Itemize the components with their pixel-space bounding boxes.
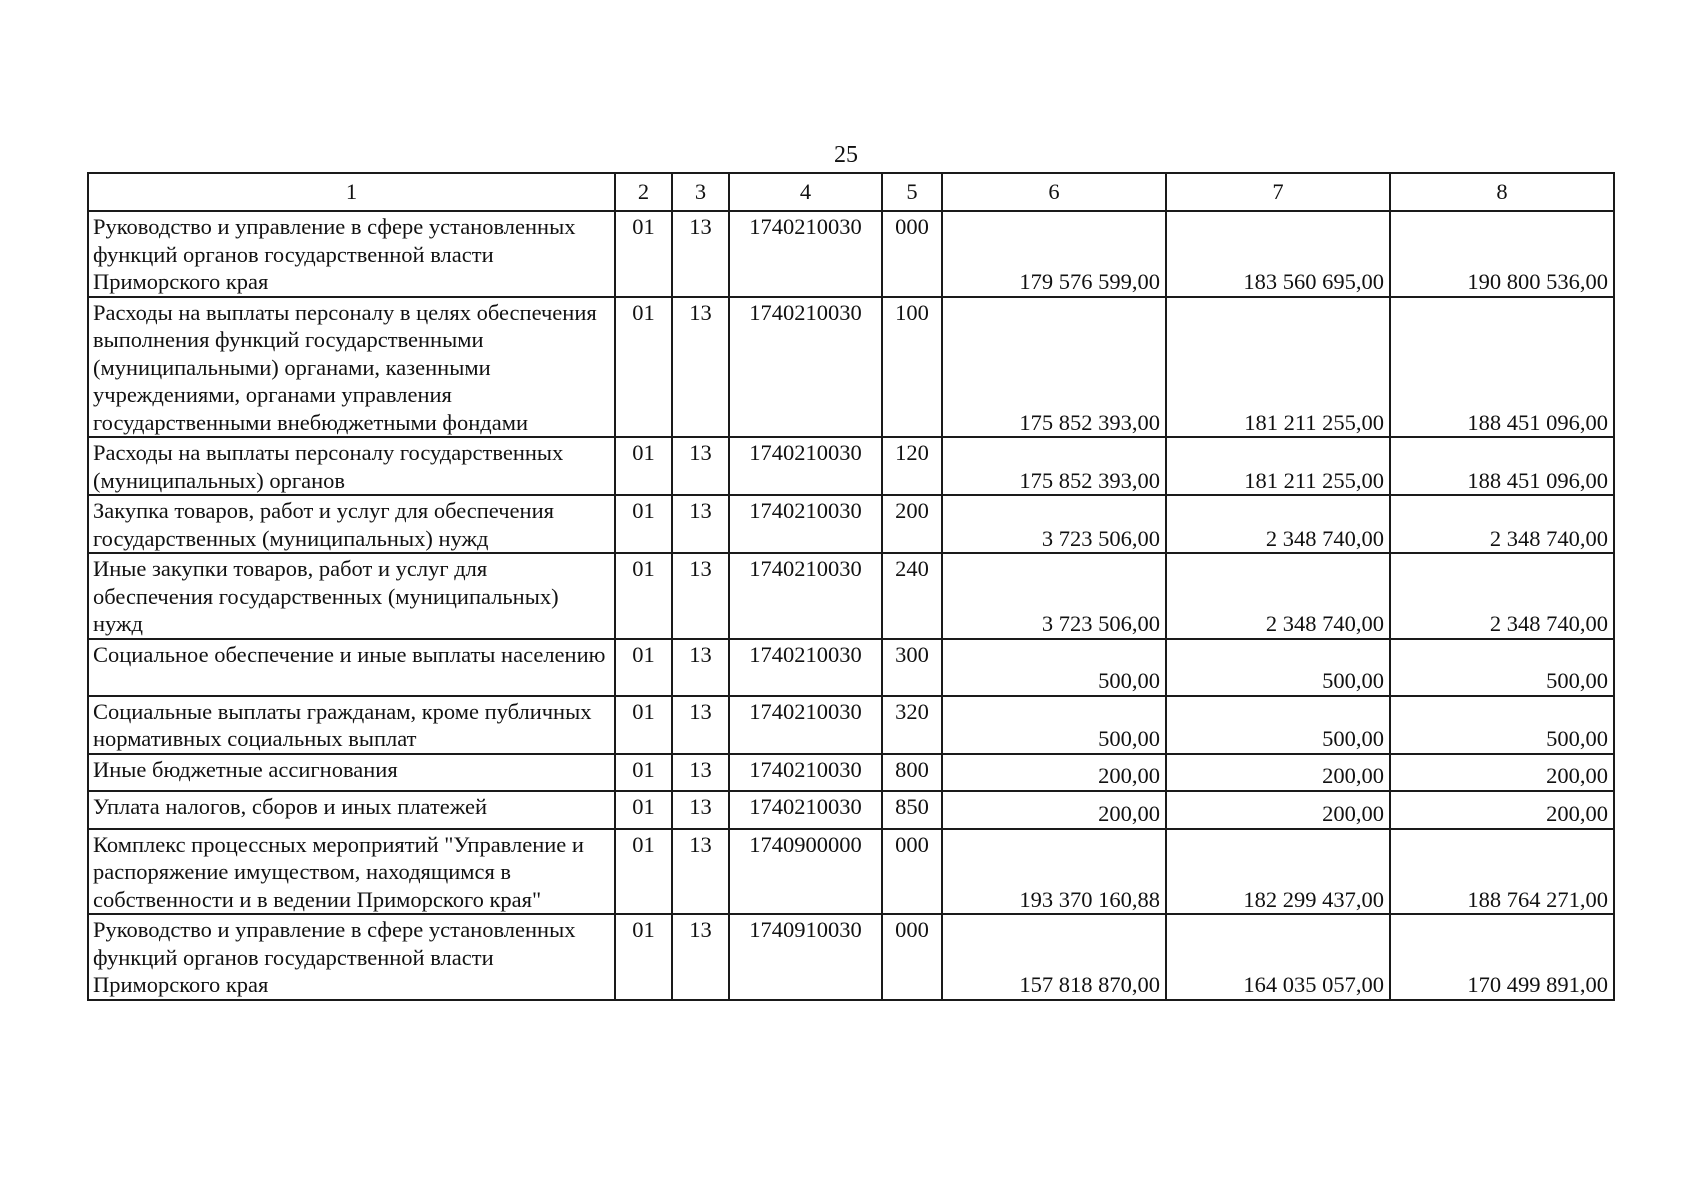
expense-name: Уплата налогов, сборов и иных платежей bbox=[88, 791, 615, 829]
expense-name: Комплекс процессных мероприятий "Управление и распоряжение имуществом, находящимся в собственности и в ведении Приморского края" bbox=[88, 829, 615, 915]
column-header-2: 2 bbox=[615, 173, 672, 211]
subsection-code: 13 bbox=[672, 791, 729, 829]
table-row bbox=[88, 696, 1614, 754]
section-code: 01 bbox=[615, 791, 672, 829]
target-article-code: 1740210030 bbox=[729, 297, 882, 438]
amount-col-7: 181 211 255,00 bbox=[1166, 437, 1390, 495]
amount-col-7: 183 560 695,00 bbox=[1166, 211, 1390, 297]
amount-col-6: 200,00 bbox=[942, 791, 1166, 829]
amount-col-6: 179 576 599,00 bbox=[942, 211, 1166, 297]
amount-col-8: 188 451 096,00 bbox=[1390, 437, 1614, 495]
target-article-code: 1740900000 bbox=[729, 829, 882, 915]
target-article-code: 1740210030 bbox=[729, 791, 882, 829]
column-header-3: 3 bbox=[672, 173, 729, 211]
target-article-code: 1740210030 bbox=[729, 495, 882, 553]
table-row bbox=[88, 914, 1614, 1000]
section-code: 01 bbox=[615, 639, 672, 696]
expense-type-code: 200 bbox=[882, 495, 942, 553]
amount-col-6: 3 723 506,00 bbox=[942, 553, 1166, 639]
column-header-4: 4 bbox=[729, 173, 882, 211]
expense-type-code: 000 bbox=[882, 829, 942, 915]
amount-col-8: 2 348 740,00 bbox=[1390, 495, 1614, 553]
expense-name: Закупка товаров, работ и услуг для обеспечения государственных (муниципальных) нужд bbox=[88, 495, 615, 553]
subsection-code: 13 bbox=[672, 297, 729, 438]
table-row bbox=[88, 553, 1614, 639]
target-article-code: 1740210030 bbox=[729, 639, 882, 696]
expense-type-code: 800 bbox=[882, 754, 942, 791]
amount-col-7: 200,00 bbox=[1166, 791, 1390, 829]
section-code: 01 bbox=[615, 297, 672, 438]
amount-col-8: 170 499 891,00 bbox=[1390, 914, 1614, 1000]
table-row bbox=[88, 211, 1614, 297]
expense-name: Руководство и управление в сфере установленных функций органов государственной власти Приморского края bbox=[88, 914, 615, 1000]
column-header-7: 7 bbox=[1166, 173, 1390, 211]
section-code: 01 bbox=[615, 437, 672, 495]
expense-name: Расходы на выплаты персоналу государственных (муниципальных) органов bbox=[88, 437, 615, 495]
amount-col-6: 200,00 bbox=[942, 754, 1166, 791]
subsection-code: 13 bbox=[672, 829, 729, 915]
target-article-code: 1740210030 bbox=[729, 437, 882, 495]
section-code: 01 bbox=[615, 696, 672, 754]
section-code: 01 bbox=[615, 914, 672, 1000]
subsection-code: 13 bbox=[672, 754, 729, 791]
amount-col-7: 182 299 437,00 bbox=[1166, 829, 1390, 915]
header-row bbox=[88, 173, 1614, 211]
table-row bbox=[88, 829, 1614, 915]
amount-col-8: 200,00 bbox=[1390, 791, 1614, 829]
budget-table bbox=[87, 172, 1615, 1001]
expense-type-code: 000 bbox=[882, 211, 942, 297]
amount-col-6: 3 723 506,00 bbox=[942, 495, 1166, 553]
expense-name: Социальное обеспечение и иные выплаты населению bbox=[88, 639, 615, 696]
table-row bbox=[88, 791, 1614, 829]
target-article-code: 1740210030 bbox=[729, 211, 882, 297]
table-row bbox=[88, 437, 1614, 495]
section-code: 01 bbox=[615, 553, 672, 639]
expense-type-code: 100 bbox=[882, 297, 942, 438]
table-header bbox=[88, 173, 1614, 211]
table-row bbox=[88, 754, 1614, 791]
subsection-code: 13 bbox=[672, 437, 729, 495]
amount-col-8: 2 348 740,00 bbox=[1390, 553, 1614, 639]
expense-type-code: 300 bbox=[882, 639, 942, 696]
subsection-code: 13 bbox=[672, 495, 729, 553]
expense-type-code: 320 bbox=[882, 696, 942, 754]
table-body bbox=[88, 211, 1614, 1000]
amount-col-6: 157 818 870,00 bbox=[942, 914, 1166, 1000]
section-code: 01 bbox=[615, 495, 672, 553]
amount-col-6: 500,00 bbox=[942, 639, 1166, 696]
amount-col-6: 193 370 160,88 bbox=[942, 829, 1166, 915]
expense-name: Руководство и управление в сфере установленных функций органов государственной власти Приморского края bbox=[88, 211, 615, 297]
amount-col-7: 2 348 740,00 bbox=[1166, 495, 1390, 553]
amount-col-7: 2 348 740,00 bbox=[1166, 553, 1390, 639]
table-row bbox=[88, 297, 1614, 438]
amount-col-8: 188 764 271,00 bbox=[1390, 829, 1614, 915]
expense-type-code: 120 bbox=[882, 437, 942, 495]
expense-name: Иные закупки товаров, работ и услуг для обеспечения государственных (муниципальных) нужд bbox=[88, 553, 615, 639]
amount-col-8: 500,00 bbox=[1390, 639, 1614, 696]
expense-type-code: 240 bbox=[882, 553, 942, 639]
section-code: 01 bbox=[615, 829, 672, 915]
target-article-code: 1740210030 bbox=[729, 754, 882, 791]
section-code: 01 bbox=[615, 754, 672, 791]
amount-col-8: 188 451 096,00 bbox=[1390, 297, 1614, 438]
table-row bbox=[88, 639, 1614, 696]
target-article-code: 1740910030 bbox=[729, 914, 882, 1000]
subsection-code: 13 bbox=[672, 914, 729, 1000]
expense-type-code: 000 bbox=[882, 914, 942, 1000]
subsection-code: 13 bbox=[672, 211, 729, 297]
target-article-code: 1740210030 bbox=[729, 553, 882, 639]
column-header-5: 5 bbox=[882, 173, 942, 211]
table-row bbox=[88, 495, 1614, 553]
subsection-code: 13 bbox=[672, 639, 729, 696]
subsection-code: 13 bbox=[672, 696, 729, 754]
expense-type-code: 850 bbox=[882, 791, 942, 829]
amount-col-8: 500,00 bbox=[1390, 696, 1614, 754]
target-article-code: 1740210030 bbox=[729, 696, 882, 754]
amount-col-6: 175 852 393,00 bbox=[942, 437, 1166, 495]
amount-col-7: 181 211 255,00 bbox=[1166, 297, 1390, 438]
amount-col-6: 500,00 bbox=[942, 696, 1166, 754]
expense-name: Иные бюджетные ассигнования bbox=[88, 754, 615, 791]
column-header-1: 1 bbox=[88, 173, 615, 211]
column-header-6: 6 bbox=[942, 173, 1166, 211]
section-code: 01 bbox=[615, 211, 672, 297]
column-header-8: 8 bbox=[1390, 173, 1614, 211]
expense-name: Расходы на выплаты персоналу в целях обеспечения выполнения функций государственными (муниципальными) органами, казенными учреждениями, органами управления государственными внебюджетными фондами bbox=[88, 297, 615, 438]
subsection-code: 13 bbox=[672, 553, 729, 639]
amount-col-8: 200,00 bbox=[1390, 754, 1614, 791]
page-number: 25 bbox=[834, 142, 858, 168]
amount-col-6: 175 852 393,00 bbox=[942, 297, 1166, 438]
amount-col-8: 190 800 536,00 bbox=[1390, 211, 1614, 297]
expense-name: Социальные выплаты гражданам, кроме публичных нормативных социальных выплат bbox=[88, 696, 615, 754]
amount-col-7: 500,00 bbox=[1166, 639, 1390, 696]
amount-col-7: 164 035 057,00 bbox=[1166, 914, 1390, 1000]
amount-col-7: 200,00 bbox=[1166, 754, 1390, 791]
amount-col-7: 500,00 bbox=[1166, 696, 1390, 754]
